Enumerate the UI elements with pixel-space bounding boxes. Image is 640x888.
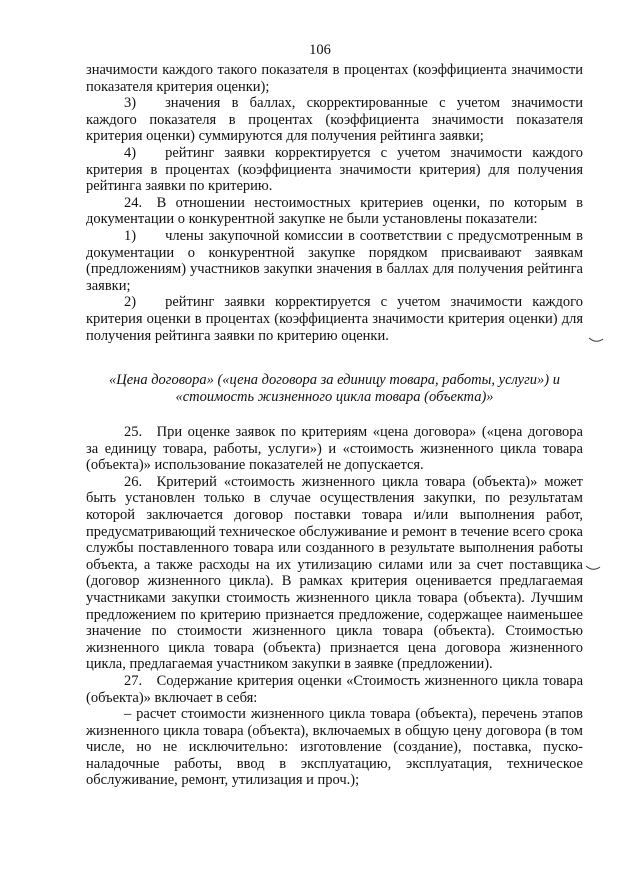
paragraph-life-cycle-list-item: – расчет стоимости жизненного цикла товара (объекта), перечень этапов жизненного цикла товара (объекта), включаемых в общую цену договора (в том числе, но не исключительно: изготовление (создание), поставка, пуско-наладочные работы, ввод в эксплуатацию, эксплуатация, техническое обслуживание, ремонт, утилизация и проч.); bbox=[86, 706, 583, 789]
paragraph-continuation: значимости каждого такого показателя в процентах (коэффициента значимости показателя критерия оценки); bbox=[86, 62, 583, 95]
scan-mark-icon bbox=[585, 564, 601, 572]
bottom-text-block bbox=[86, 424, 583, 789]
scan-mark-icon bbox=[588, 336, 604, 344]
paragraph-clause-25: 25. При оценке заявок по критериям «цена договора» («цена договора за единицу товара, работы, услуги») и «стоимость жизненного цикла товара (объекта)» использование показателей не допускается. bbox=[86, 424, 583, 474]
paragraph-clause-27: 27. Содержание критерия оценки «Стоимость жизненного цикла товара (объекта)» включает в себя: bbox=[86, 672, 583, 706]
section-heading-line-1: «Цена договора» («цена договора за единицу товара, работы, услуги») и bbox=[109, 372, 560, 388]
top-text-block bbox=[86, 62, 583, 344]
paragraph-item-3: 3) значения в баллах, скорректированные с учетом значимости каждого показателя в процентах (коэффициента значимости показателя критерия оценки) суммируются для получения рейтинга заявки; bbox=[86, 95, 583, 145]
paragraph-item-4: 4) рейтинг заявки корректируется с учетом значимости каждого критерия в процентах (коэффициента значимости критерия) для получения рейтинга заявки по критерию. bbox=[86, 144, 583, 195]
paragraph-clause-24: 24. В отношении нестоимостных критериев оценки, по которым в документации о конкурентной закупке не были установлены показатели: bbox=[86, 194, 583, 228]
section-heading bbox=[86, 372, 583, 405]
section-heading-line-2: «стоимость жизненного цикла товара (объекта)» bbox=[175, 388, 494, 405]
paragraph-item-2: 2) рейтинг заявки корректируется с учетом значимости каждого критерия оценки в процентах (коэффициента значимости критерия оценки) для получения рейтинга заявки по критерию оценки. bbox=[86, 294, 583, 344]
page-number: 106 bbox=[309, 42, 331, 58]
paragraph-clause-26: 26. Критерий «стоимость жизненного цикла товара (объекта)» может быть установлен только в случае осуществления закупки, по результатам которой заключается договор поставки товара и/или выполнения работ, предусматривающий техническое обслуживание и ремонт в течение всего срока службы поставленного товара или созданного в результате выполнения работы объекта, а также расходы на их утилизацию силами или за счет поставщика (договор жизненного цикла). В рамках критерия оценивается предлагаемая участниками закупки стоимость жизненного цикла товара (объекта). Лучшим предложением по критерию признается предложение, содержащее наименьшее значение по стоимости жизненного цикла товара (объекта). Стоимостью жизненного цикла товара (объекта) признается цена договора жизненного цикла, предлагаемая участником закупки в заявке (предложении). bbox=[86, 473, 583, 673]
paragraph-item-1: 1) члены закупочной комиссии в соответствии с предусмотренным в документации о конкурентной закупке порядком присваивают заявкам (предложениям) участников закупки значения в баллах для получения рейтинга заявки; bbox=[86, 227, 583, 294]
